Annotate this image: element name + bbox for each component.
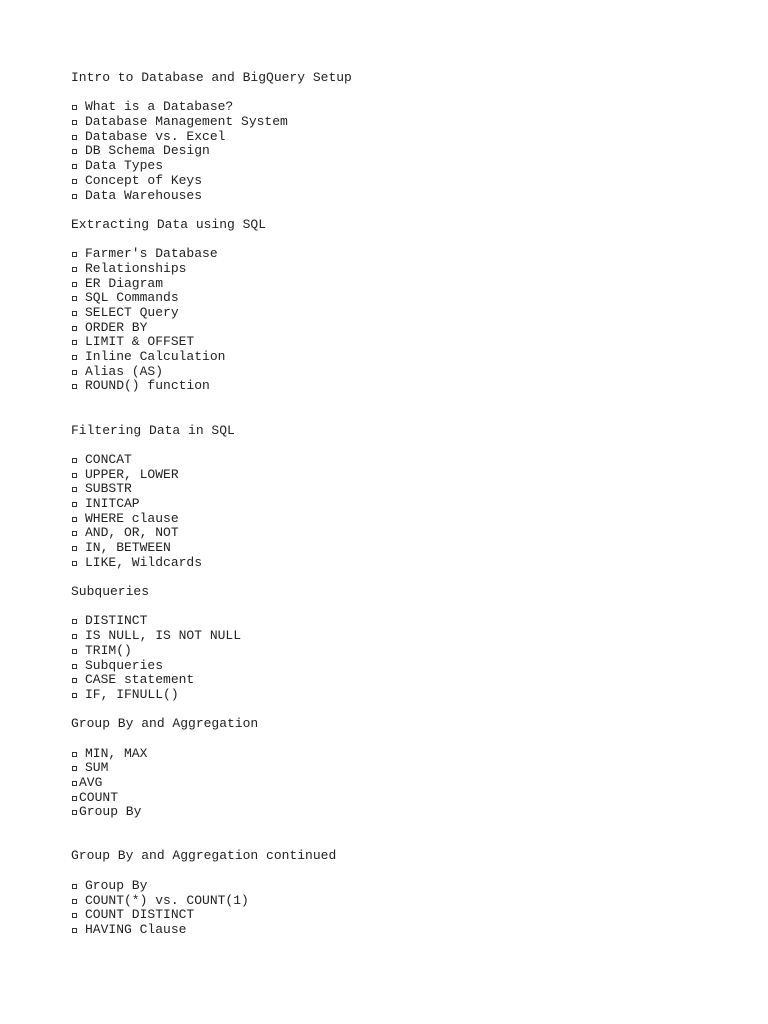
square-bullet-icon <box>72 913 77 918</box>
list-item: Subqueries <box>71 659 711 674</box>
topic-list <box>71 747 711 820</box>
topic-list <box>71 247 711 394</box>
square-bullet-icon <box>72 810 77 815</box>
list-item: UPPER, LOWER <box>71 468 711 483</box>
list-item: IF, IFNULL() <box>71 688 711 703</box>
list-item: Database vs. Excel <box>71 130 711 145</box>
section-title: Group By and Aggregation <box>71 716 259 732</box>
square-bullet-icon <box>72 355 77 360</box>
list-item: SUM <box>71 761 711 776</box>
square-bullet-icon <box>72 340 77 345</box>
square-bullet-icon <box>72 649 77 654</box>
list-item: DB Schema Design <box>71 144 711 159</box>
section-title: Group By and Aggregation continued <box>71 848 337 864</box>
square-bullet-icon <box>72 179 77 184</box>
section-title: Intro to Database and BigQuery Setup <box>71 70 352 85</box>
list-item: Farmer's Database <box>71 247 711 262</box>
list-item: Group By <box>71 879 711 894</box>
list-item: Database Management System <box>71 115 711 130</box>
square-bullet-icon <box>72 311 77 316</box>
square-bullet-icon <box>72 752 77 757</box>
list-item: WHERE clause <box>71 512 711 527</box>
list-item: Inline Calculation <box>71 350 711 365</box>
square-bullet-icon <box>72 326 77 331</box>
square-bullet-icon <box>72 370 77 375</box>
square-bullet-icon <box>72 634 77 639</box>
square-bullet-icon <box>72 164 77 169</box>
square-bullet-icon <box>72 384 77 389</box>
square-bullet-icon <box>72 546 77 551</box>
list-item: SQL Commands <box>71 291 711 306</box>
square-bullet-icon <box>72 664 77 669</box>
list-item: COUNT(*) vs. COUNT(1) <box>71 894 711 909</box>
list-item: COUNT DISTINCT <box>71 908 711 923</box>
topic-list <box>71 100 711 203</box>
topic-list <box>71 614 711 702</box>
square-bullet-icon <box>72 766 77 771</box>
list-item: ROUND() function <box>71 379 711 394</box>
square-bullet-icon <box>72 252 77 257</box>
square-bullet-icon <box>72 884 77 889</box>
list-item: TRIM() <box>71 644 711 659</box>
list-item: LIMIT & OFFSET <box>71 335 711 350</box>
square-bullet-icon <box>72 105 77 110</box>
square-bullet-icon <box>72 619 77 624</box>
square-bullet-icon <box>72 282 77 287</box>
list-item: ORDER BY <box>71 321 711 336</box>
list-item: COUNT <box>71 791 711 806</box>
list-item: SELECT Query <box>71 306 711 321</box>
list-item: ER Diagram <box>71 277 711 292</box>
square-bullet-icon <box>72 899 77 904</box>
list-item: Relationships <box>71 262 711 277</box>
square-bullet-icon <box>72 149 77 154</box>
list-item: Data Types <box>71 159 711 174</box>
syllabus-content <box>71 71 711 938</box>
square-bullet-icon <box>72 135 77 140</box>
topic-list <box>71 453 711 571</box>
list-item: Data Warehouses <box>71 189 711 204</box>
list-item: LIKE, Wildcards <box>71 556 711 571</box>
list-item: IN, BETWEEN <box>71 541 711 556</box>
section-title: Subqueries <box>71 584 150 600</box>
list-item: Alias (AS) <box>71 365 711 380</box>
list-item: Concept of Keys <box>71 174 711 189</box>
list-item: SUBSTR <box>71 482 711 497</box>
list-item: AND, OR, NOT <box>71 526 711 541</box>
square-bullet-icon <box>72 781 77 786</box>
square-bullet-icon <box>72 194 77 199</box>
square-bullet-icon <box>72 796 77 801</box>
list-item: CASE statement <box>71 673 711 688</box>
square-bullet-icon <box>72 517 77 522</box>
square-bullet-icon <box>72 693 77 698</box>
square-bullet-icon <box>72 561 77 566</box>
list-item: Group By <box>71 805 711 820</box>
topic-list <box>71 879 711 938</box>
list-item: INITCAP <box>71 497 711 512</box>
square-bullet-icon <box>72 267 77 272</box>
list-item: CONCAT <box>71 453 711 468</box>
square-bullet-icon <box>72 296 77 301</box>
list-item: What is a Database? <box>71 100 711 115</box>
list-item: MIN, MAX <box>71 747 711 762</box>
square-bullet-icon <box>72 928 77 933</box>
square-bullet-icon <box>72 502 77 507</box>
section-title: Extracting Data using SQL <box>71 216 267 232</box>
square-bullet-icon <box>72 458 77 463</box>
square-bullet-icon <box>72 120 77 125</box>
list-item: IS NULL, IS NOT NULL <box>71 629 711 644</box>
list-item: DISTINCT <box>71 614 711 629</box>
list-item: HAVING Clause <box>71 923 711 938</box>
square-bullet-icon <box>72 531 77 536</box>
square-bullet-icon <box>72 487 77 492</box>
list-item: AVG <box>71 776 711 791</box>
square-bullet-icon <box>72 473 77 478</box>
section-title: Filtering Data in SQL <box>71 422 235 438</box>
square-bullet-icon <box>72 678 77 683</box>
